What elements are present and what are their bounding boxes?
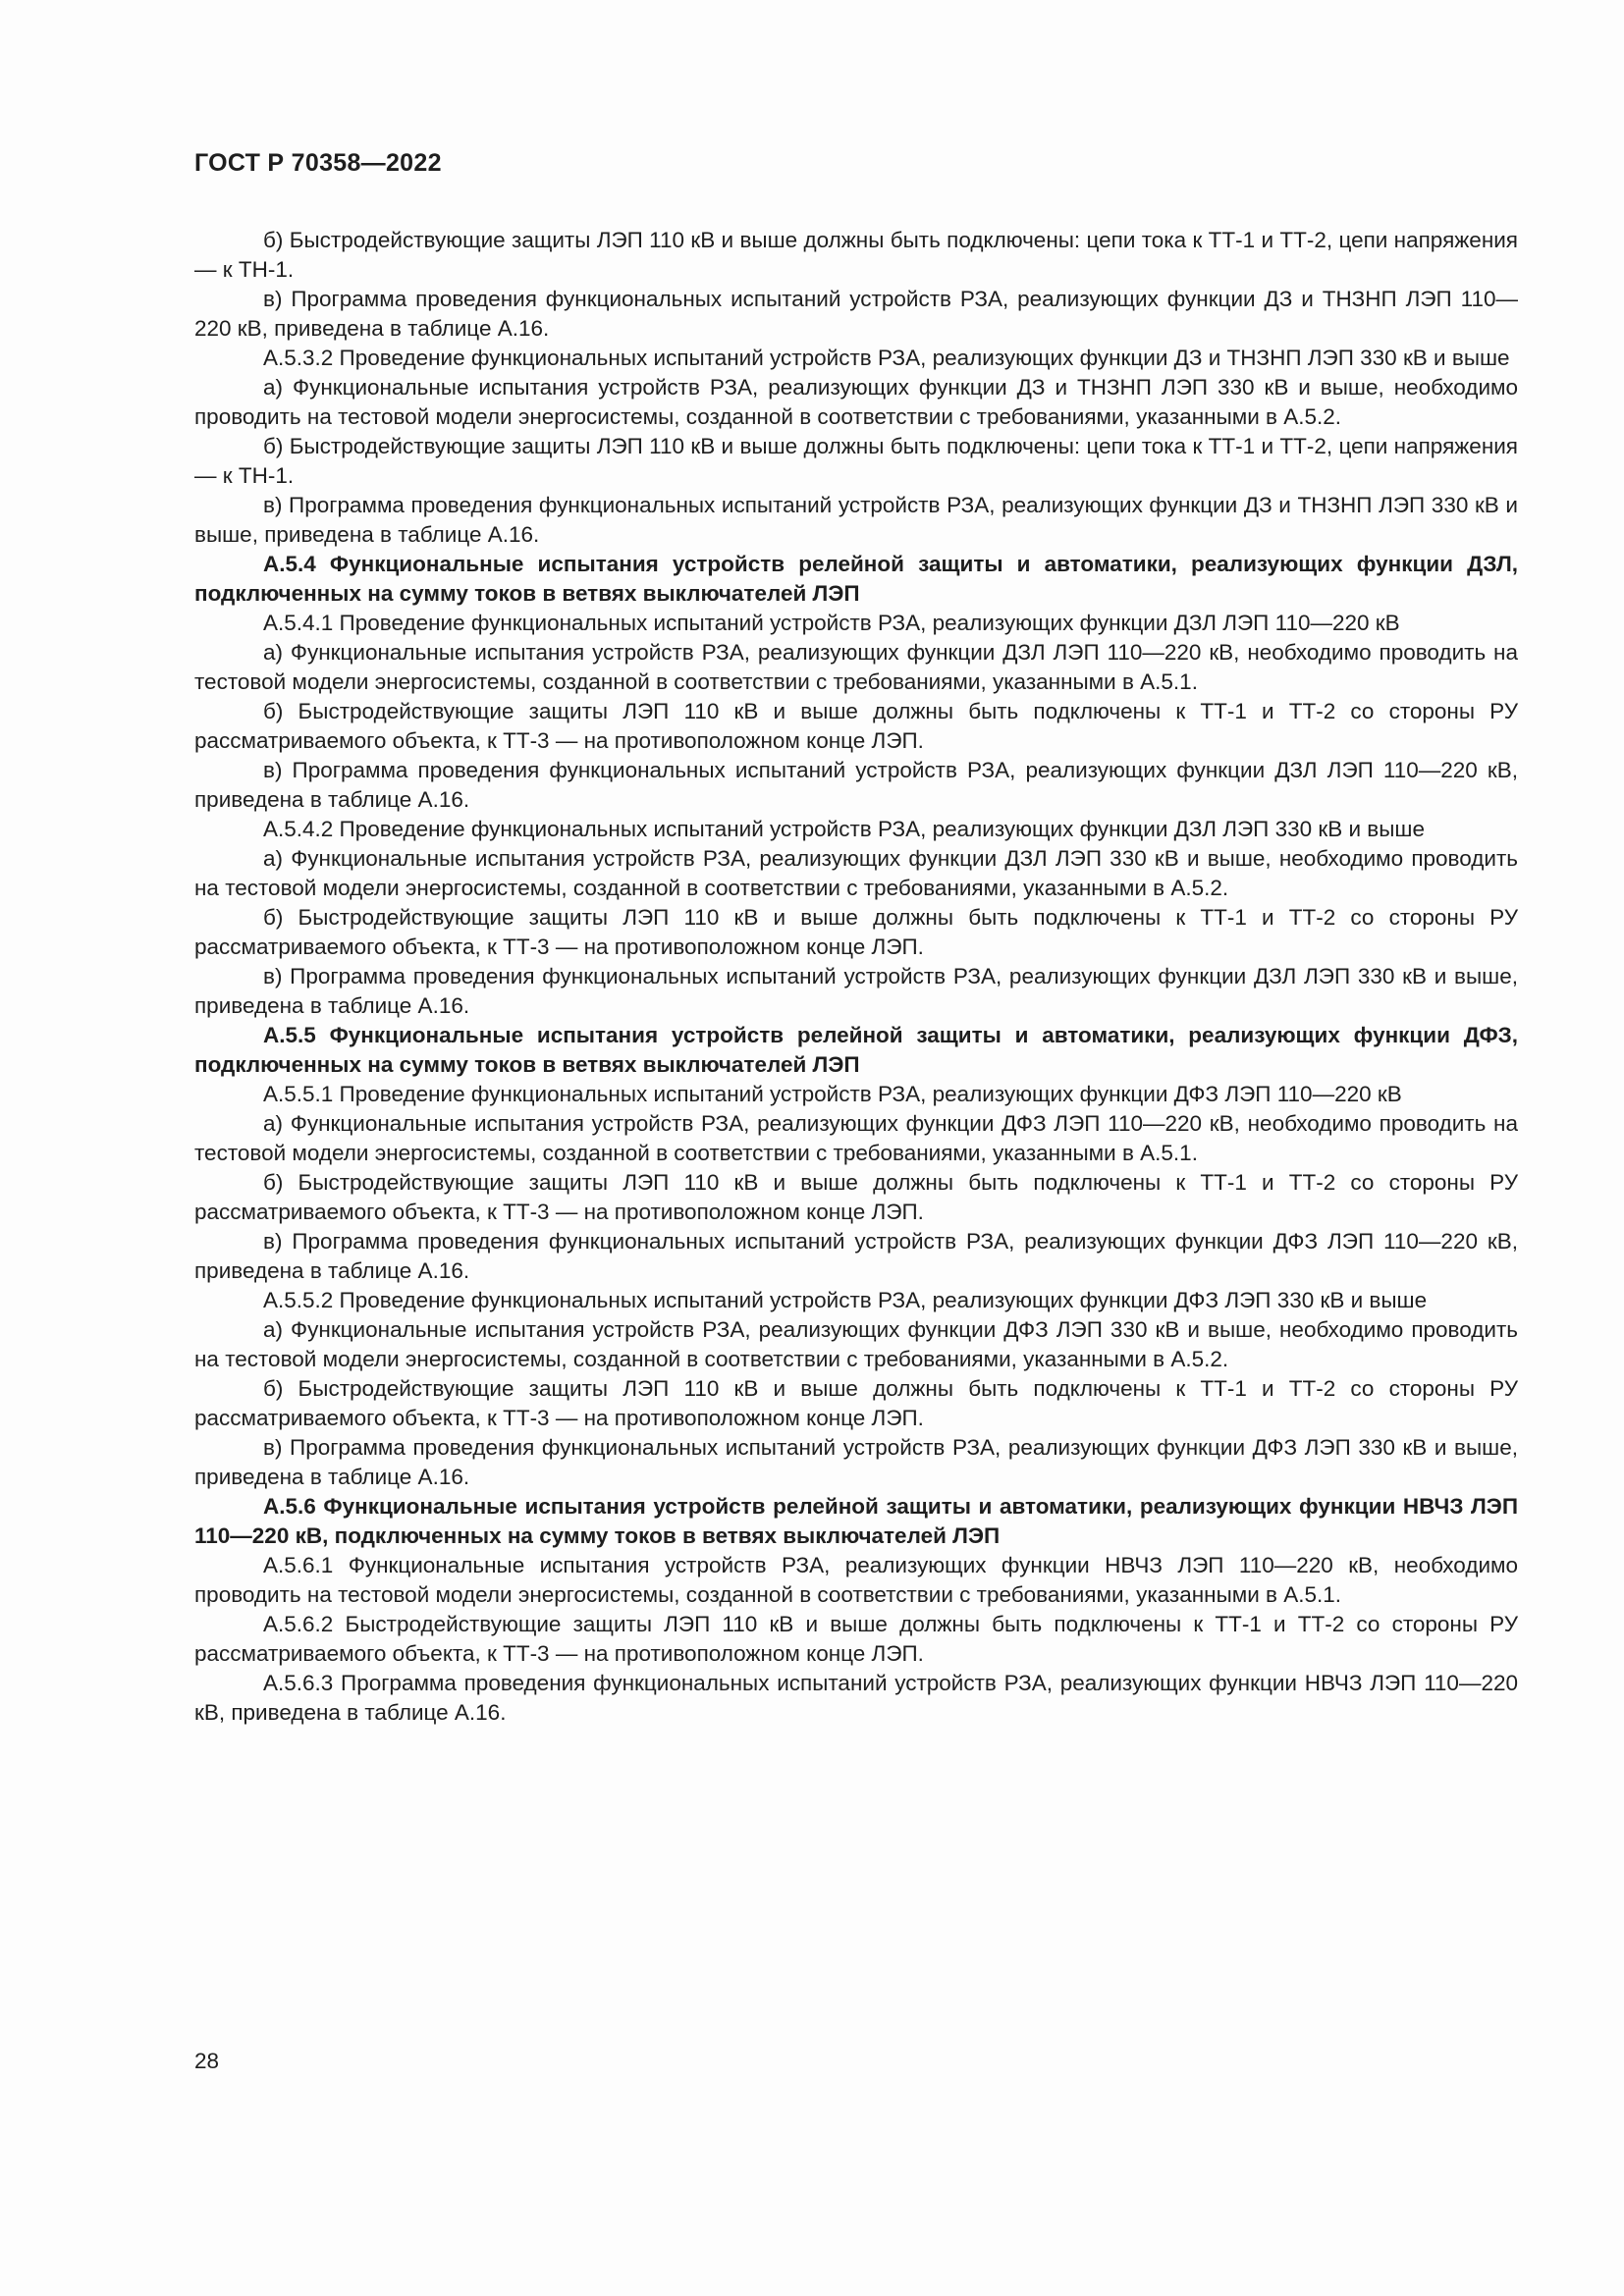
paragraph: А.5.6.3 Программа проведения функциональных испытаний устройств РЗА, реализующих функции НВЧЗ ЛЭП 110—220 кВ, приведена в таблице А.16. bbox=[194, 1671, 1518, 1725]
paragraph: в) Программа проведения функциональных испытаний устройств РЗА, реализующих функции ДЗ и ТНЗНП ЛЭП 110—220 кВ, приведена в таблице А.16. bbox=[194, 287, 1518, 341]
page-number: 28 bbox=[194, 2049, 220, 2073]
paragraph: а) Функциональные испытания устройств РЗА, реализующих функции ДЗЛ ЛЭП 110—220 кВ, необходимо проводить на тестовой модели энергосистемы, созданной в соответствии с требованиями, указанными в А.5.1. bbox=[194, 640, 1518, 694]
paragraph: а) Функциональные испытания устройств РЗА, реализующих функции ДФЗ ЛЭП 330 кВ и выше, необходимо проводить на тестовой модели энергосистемы, созданной в соответствии с требованиями, указанными в А.5.2. bbox=[194, 1317, 1518, 1371]
paragraph: б) Быстродействующие защиты ЛЭП 110 кВ и выше должны быть подключены к ТТ-1 и ТТ-2 со стороны РУ рассматриваемого объекта, к ТТ-3 — на противоположном конце ЛЭП. bbox=[194, 1376, 1518, 1430]
standard-header: ГОСТ Р 70358—2022 bbox=[194, 149, 442, 177]
paragraph: в) Программа проведения функциональных испытаний устройств РЗА, реализующих функции ДЗ и ТНЗНП ЛЭП 330 кВ и выше, приведена в таблице А.16. bbox=[194, 493, 1518, 547]
paragraph: б) Быстродействующие защиты ЛЭП 110 кВ и выше должны быть подключены: цепи тока к ТТ-1 и ТТ-2, цепи напряжения — к ТН-1. bbox=[194, 434, 1518, 488]
section-heading: А.5.6 Функциональные испытания устройств релейной защиты и автоматики, реализующих функции НВЧЗ ЛЭП 110—220 кВ, подключенных на сумму токов в ветвях выключателей ЛЭП bbox=[194, 1494, 1518, 1548]
paragraph: в) Программа проведения функциональных испытаний устройств РЗА, реализующих функции ДФЗ ЛЭП 330 кВ и выше, приведена в таблице А.16. bbox=[194, 1435, 1518, 1489]
paragraph: А.5.6.1 Функциональные испытания устройств РЗА, реализующих функции НВЧЗ ЛЭП 110—220 кВ, необходимо проводить на тестовой модели энергосистемы, созданной в соответствии с требованиями, указанными в А.5.1. bbox=[194, 1553, 1518, 1607]
document-body bbox=[194, 226, 1518, 1728]
paragraph: в) Программа проведения функциональных испытаний устройств РЗА, реализующих функции ДФЗ ЛЭП 110—220 кВ, приведена в таблице А.16. bbox=[194, 1229, 1518, 1283]
paragraph: б) Быстродействующие защиты ЛЭП 110 кВ и выше должны быть подключены к ТТ-1 и ТТ-2 со стороны РУ рассматриваемого объекта, к ТТ-3 — на противоположном конце ЛЭП. bbox=[194, 699, 1518, 753]
paragraph: б) Быстродействующие защиты ЛЭП 110 кВ и выше должны быть подключены к ТТ-1 и ТТ-2 со стороны РУ рассматриваемого объекта, к ТТ-3 — на противоположном конце ЛЭП. bbox=[194, 1170, 1518, 1224]
paragraph: А.5.6.2 Быстродействующие защиты ЛЭП 110 кВ и выше должны быть подключены к ТТ-1 и ТТ-2 со стороны РУ рассматриваемого объекта, к ТТ-3 — на противоположном конце ЛЭП. bbox=[194, 1612, 1518, 1666]
paragraph: а) Функциональные испытания устройств РЗА, реализующих функции ДЗЛ ЛЭП 330 кВ и выше, необходимо проводить на тестовой модели энергосистемы, созданной в соответствии с требованиями, указанными в А.5.2. bbox=[194, 846, 1518, 900]
paragraph: б) Быстродействующие защиты ЛЭП 110 кВ и выше должны быть подключены: цепи тока к ТТ-1 и ТТ-2, цепи напряжения — к ТН-1. bbox=[194, 228, 1518, 282]
paragraph: А.5.4.2 Проведение функциональных испытаний устройств РЗА, реализующих функции ДЗЛ ЛЭП 330 кВ и выше bbox=[263, 817, 1425, 841]
paragraph: А.5.5.1 Проведение функциональных испытаний устройств РЗА, реализующих функции ДФЗ ЛЭП 110—220 кВ bbox=[263, 1082, 1402, 1106]
section-heading: А.5.4 Функциональные испытания устройств релейной защиты и автоматики, реализующих функции ДЗЛ, подключенных на сумму токов в ветвях выключателей ЛЭП bbox=[194, 552, 1518, 606]
paragraph: б) Быстродействующие защиты ЛЭП 110 кВ и выше должны быть подключены к ТТ-1 и ТТ-2 со стороны РУ рассматриваемого объекта, к ТТ-3 — на противоположном конце ЛЭП. bbox=[194, 905, 1518, 959]
paragraph: А.5.5.2 Проведение функциональных испытаний устройств РЗА, реализующих функции ДФЗ ЛЭП 330 кВ и выше bbox=[263, 1288, 1428, 1312]
paragraph: а) Функциональные испытания устройств РЗА, реализующих функции ДЗ и ТНЗНП ЛЭП 330 кВ и выше, необходимо проводить на тестовой модели энергосистемы, созданной в соответствии с требованиями, указанными в А.5.2. bbox=[194, 375, 1518, 429]
paragraph: в) Программа проведения функциональных испытаний устройств РЗА, реализующих функции ДЗЛ ЛЭП 110—220 кВ, приведена в таблице А.16. bbox=[194, 758, 1518, 812]
paragraph: А.5.3.2 Проведение функциональных испытаний устройств РЗА, реализующих функции ДЗ и ТНЗНП ЛЭП 330 кВ и выше bbox=[263, 346, 1510, 370]
paragraph: в) Программа проведения функциональных испытаний устройств РЗА, реализующих функции ДЗЛ ЛЭП 330 кВ и выше, приведена в таблице А.16. bbox=[194, 964, 1518, 1018]
section-heading: А.5.5 Функциональные испытания устройств релейной защиты и автоматики, реализующих функции ДФЗ, подключенных на сумму токов в ветвях выключателей ЛЭП bbox=[194, 1023, 1518, 1077]
paragraph: А.5.4.1 Проведение функциональных испытаний устройств РЗА, реализующих функции ДЗЛ ЛЭП 110—220 кВ bbox=[263, 611, 1400, 635]
paragraph: а) Функциональные испытания устройств РЗА, реализующих функции ДФЗ ЛЭП 110—220 кВ, необходимо проводить на тестовой модели энергосистемы, созданной в соответствии с требованиями, указанными в А.5.1. bbox=[194, 1111, 1518, 1165]
